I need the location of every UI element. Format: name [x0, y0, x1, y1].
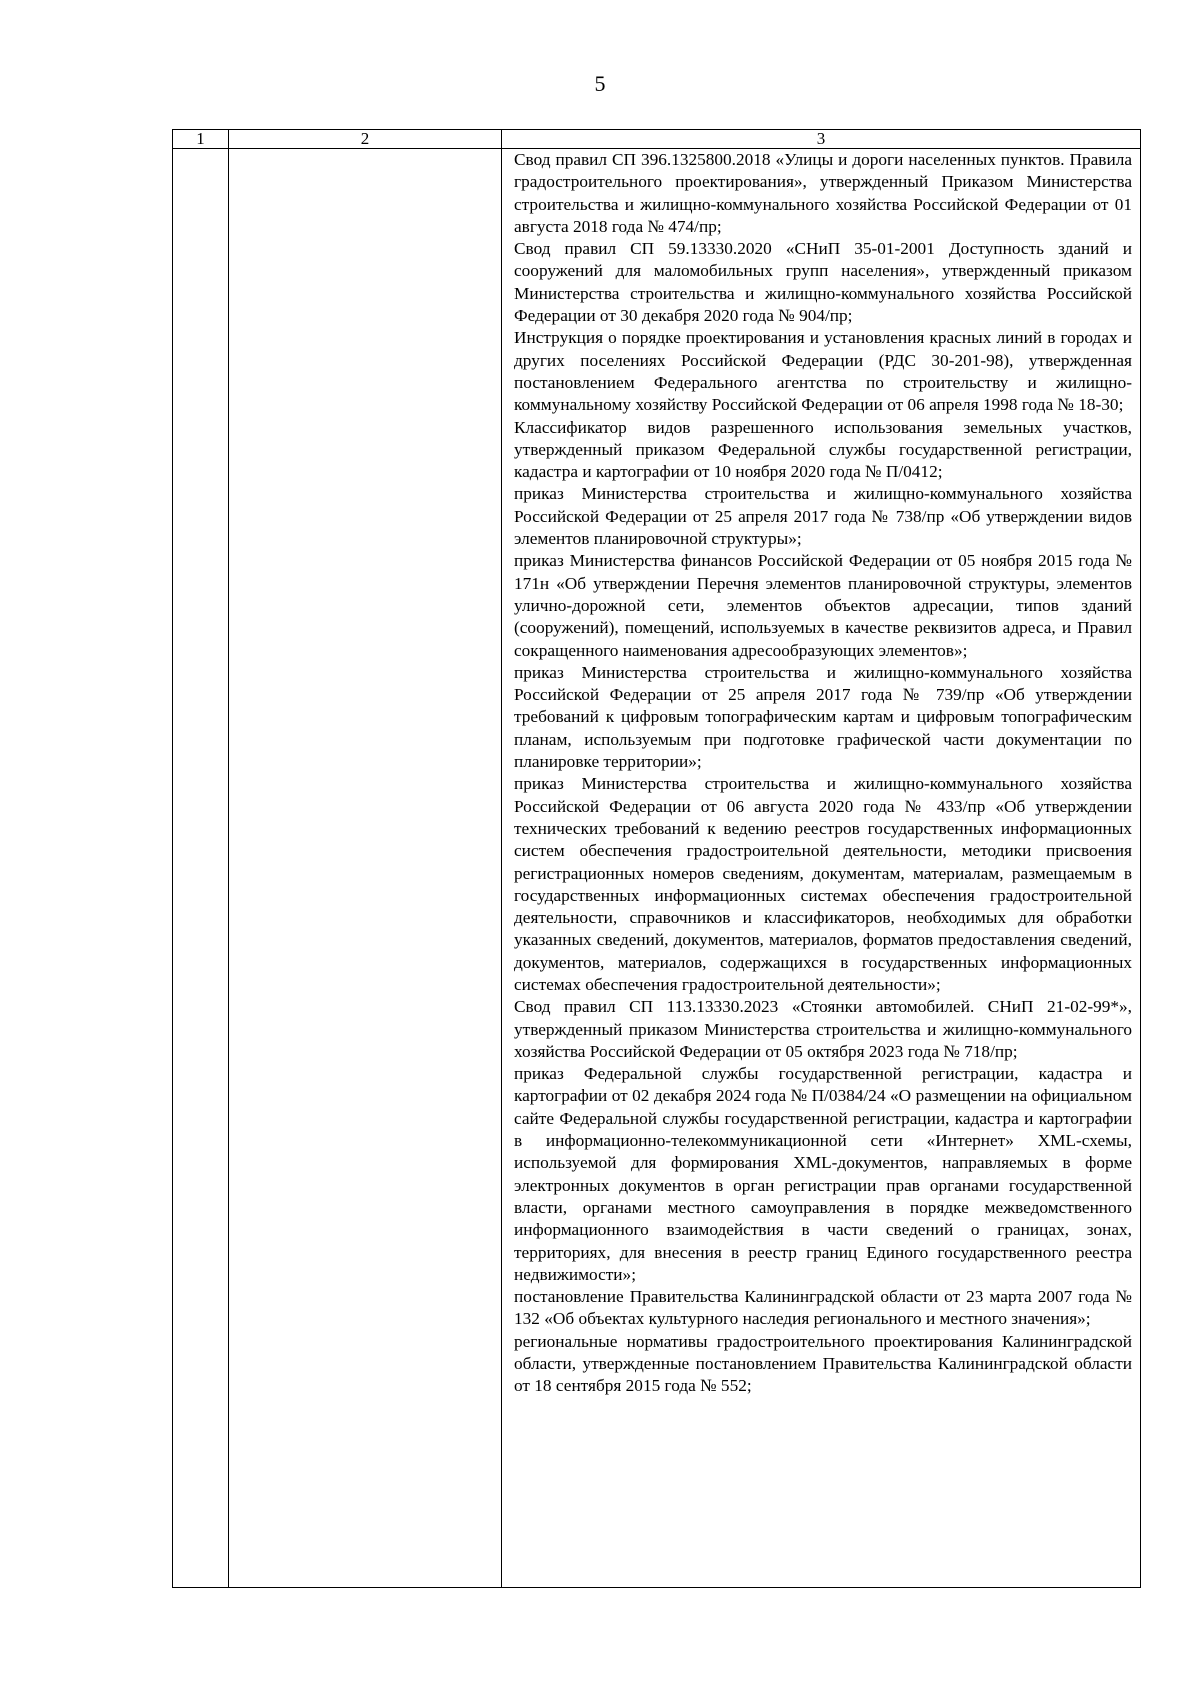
regulation-item: Свод правил СП 113.13330.2023 «Стоянки автомобилей. СНиП 21-02-99*», утвержденный приказом Министерства строительства и жилищно-коммунального хозяйства Российской Федерации от 05 октября 2023 года № 718/пр; — [514, 997, 1132, 1061]
table-row — [173, 149, 1141, 1588]
regulation-item: Свод правил СП 59.13330.2020 «СНиП 35-01-2001 Доступность зданий и сооружений для маломобильных групп населения», утвержденный приказом Министерства строительства и жилищно-коммунального хозяйства Российской Федерации от 30 декабря 2020 года № 904/пр; — [514, 239, 1132, 326]
regulation-item: приказ Министерства финансов Российской Федерации от 05 ноября 2015 года № 171н «Об утверждении Перечня элементов планировочной структуры, элементов улично-дорожной сети, элементов объектов адресации, типов зданий (сооружений), помещений, используемых в качестве реквизитов адреса, и Правил сокращенного наименования адресообразующих элементов»; — [514, 551, 1132, 660]
regulation-item: приказ Федеральной службы государственной регистрации, кадастра и картографии от 02 декабря 2024 года № П/0384/24 «О размещении на официальном сайте Федеральной службы государственной регистрации, кадастра и картографии в информационно-телекоммуникационной сети «Интернет» XML-схемы, используемой для формирования XML-документов, направляемых в форме электронных документов в орган регистрации прав органами государственной власти, органами местного самоуправления в порядке межведомственного информационного взаимодействия в части сведений о границах, зонах, территориях, для внесения в реестр границ Единого государственного реестра недвижимости»; — [514, 1064, 1132, 1284]
regulation-item: постановление Правительства Калининградской области от 23 марта 2007 года № 132 «Об объектах культурного наследия регионального и местного значения»; — [514, 1287, 1132, 1329]
regulation-item: Инструкция о порядке проектирования и установления красных линий в городах и других поселениях Российской Федерации (РДС 30-201-98), утвержденная постановлением Федерального агентства по строительству и жилищно-коммунальному хозяйству Российской Федерации от 06 апреля 1998 года № 18-30; — [514, 328, 1132, 415]
regulation-item: приказ Министерства строительства и жилищно-коммунального хозяйства Российской Федерации от 06 августа 2020 года № 433/пр «Об утверждении технических требований к ведению реестров государственных информационных систем обеспечения градостроительной деятельности, методики присвоения регистрационных номеров сведениям, документам, материалам, размещаемым в государственных информационных системах обеспечения градостроительной деятельности, справочников и классификаторов, необходимых для обработки указанных сведений, документов, материалов, форматов предоставления сведений, документов, материалов, содержащихся в государственных информационных системах обеспечения градостроительной деятельности»; — [514, 774, 1132, 994]
table-cell-col1 — [173, 149, 229, 1588]
column-header-3: 3 — [502, 130, 1141, 149]
regulation-item: Классификатор видов разрешенного использования земельных участков, утвержденный приказом Федеральной службы государственной регистрации, кадастра и картографии от 10 ноября 2020 года № П/0412; — [514, 417, 1132, 482]
regulation-item: приказ Министерства строительства и жилищно-коммунального хозяйства Российской Федерации от 25 апреля 2017 года № 739/пр «Об утверждении требований к цифровым топографическим картам и цифровым топографическим планам, используемым при подготовке графической части документации по планировке территории»; — [514, 662, 1132, 772]
table-cell-col3 — [502, 149, 1141, 1588]
column-header-2: 2 — [229, 130, 502, 149]
column-header-1: 1 — [173, 130, 229, 149]
document-table — [172, 129, 1141, 1588]
table-header-row — [173, 130, 1141, 149]
regulation-item: Свод правил СП 396.1325800.2018 «Улицы и дороги населенных пунктов. Правила градостроительного проектирования», утвержденный Приказом Министерства строительства и жилищно-коммунального хозяйства Российской Федерации от 01 августа 2018 года № 474/пр; — [514, 150, 1132, 236]
page-number: 5 — [594, 71, 606, 96]
regulation-list — [502, 149, 1140, 1398]
table-cell-col2 — [229, 149, 502, 1588]
regulation-item: региональные нормативы градостроительного проектирования Калининградской области, утвержденные постановлением Правительства Калининградской области от 18 сентября 2015 года № 552; — [514, 1331, 1132, 1396]
regulation-item: приказ Министерства строительства и жилищно-коммунального хозяйства Российской Федерации от 25 апреля 2017 года № 738/пр «Об утверждении видов элементов планировочной структуры»; — [514, 484, 1132, 549]
